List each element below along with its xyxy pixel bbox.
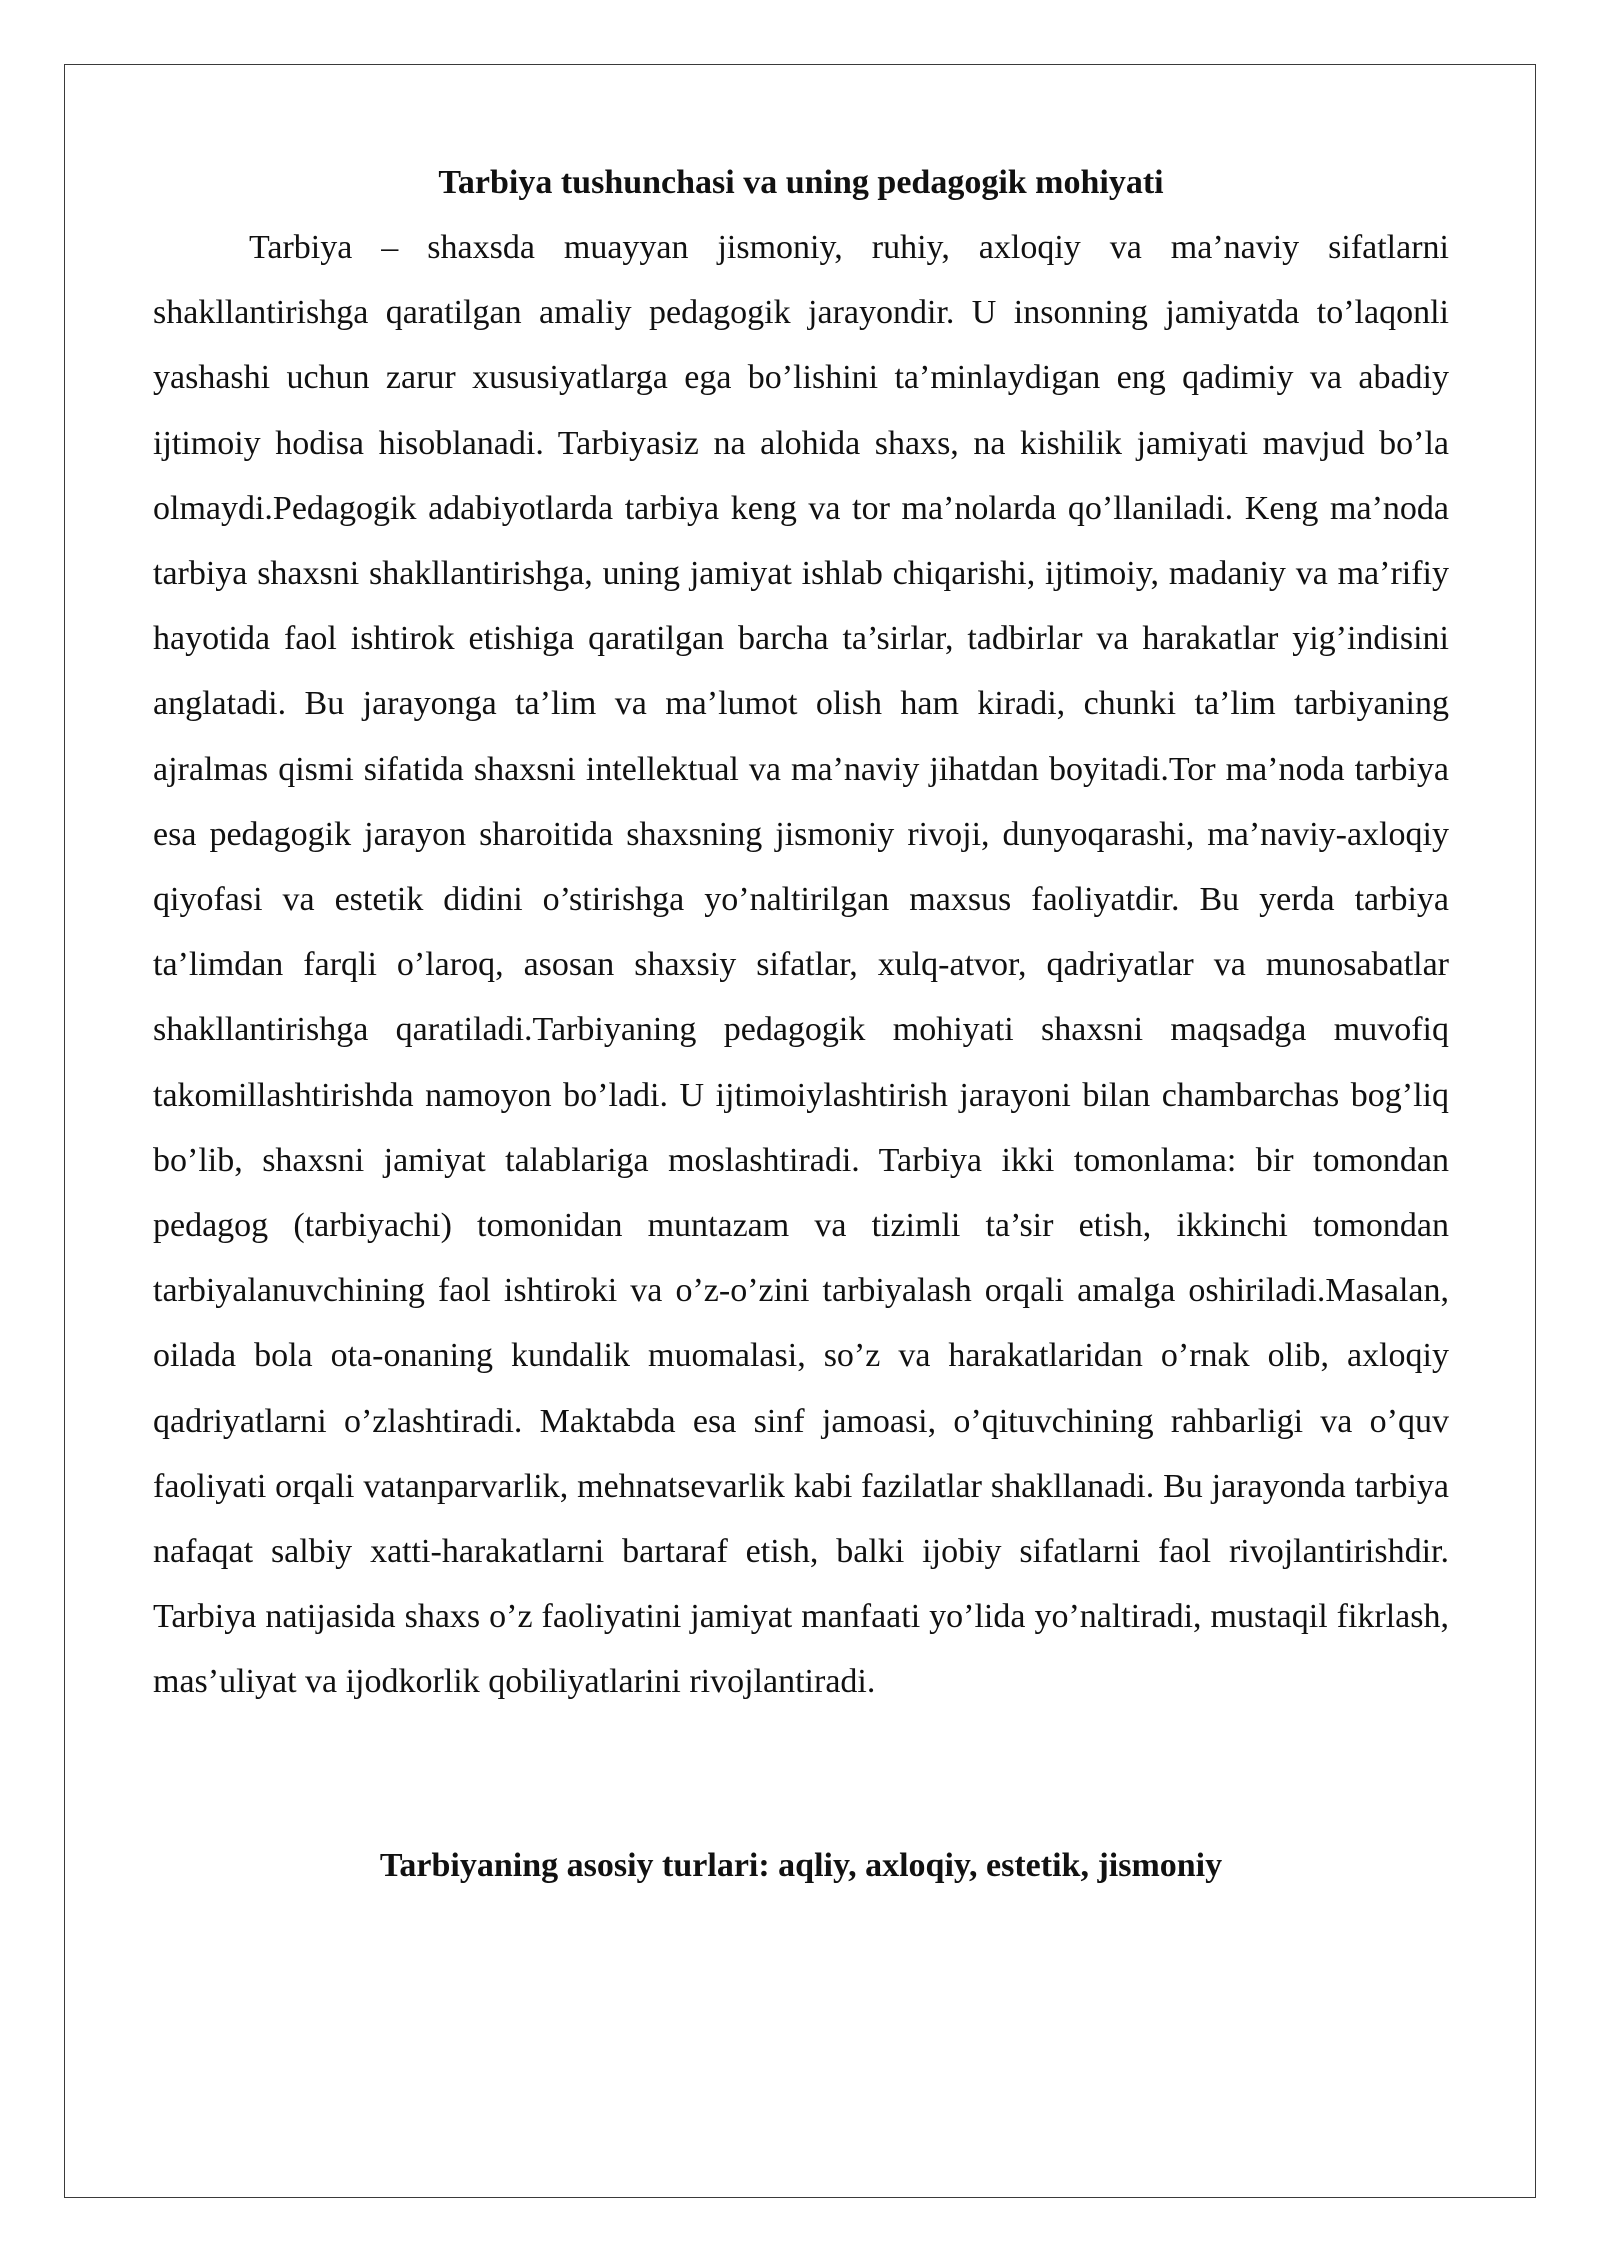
section-heading-1: Tarbiya tushunchasi va uning pedagogik mohiyati — [438, 164, 1164, 201]
document-content — [153, 150, 1449, 1898]
section-heading-2: Tarbiyaning asosiy turlari: aqliy, axloqiy, estetik, jismoniy — [379, 1846, 1223, 1884]
section-paragraph-1: Tarbiya – shaxsda muayyan jismoniy, ruhiy, axloqiy va ma’naviy sifatlarni shakllantirishga qaratilgan amaliy pedagogik jarayondir. U insonning jamiyatda to’laqonli yashashi uchun zarur xususiyatlarga ega bo’lishini ta’minlaydigan eng qadimiy va abadiy ijtimoiy hodisa hisoblanadi. Tarbiyasiz na alohida shaxs, na kishilik jamiyati mavjud bo’la olmaydi.Pedagogik adabiyotlarda tarbiya keng va tor ma’nolarda qo’llaniladi. Keng ma’noda tarbiya shaxsni shakllantirishga, uning jamiyat ishlab chiqarishi, ijtimoiy, madaniy va ma’rifiy hayotida faol ishtirok etishiga qaratilgan barcha ta’sirlar, tadbirlar va harakatlar yig’indisini anglatadi. Bu jarayonga ta’lim va ma’lumot olish ham kiradi, chunki ta’lim tarbiyaning ajralmas qismi sifatida shaxsni intellektual va ma’naviy jihatdan boyitadi.Tor ma’noda tarbiya esa pedagogik jarayon sharoitida shaxsning jismoniy rivoji, dunyoqarashi, ma’naviy-axloqiy qiyofasi va estetik didini o’stirishga yo’naltirilgan maxsus faoliyatdir. Bu yerda tarbiya ta’limdan farqli o’laroq, asosan shaxsiy sifatlar, xulq-atvor, qadriyatlar va munosabatlar shakllantirishga qaratiladi.Tarbiyaning pedagogik mohiyati shaxsni maqsadga muvofiq takomillashtirishda namoyon bo’ladi. U ijtimoiylashtirish jarayoni bilan chambarchas bog’liq bo’lib, shaxsni jamiyat talablariga moslashtiradi. Tarbiya ikki tomonlama: bir tomondan pedagog (tarbiyachi) tomonidan muntazam va tizimli ta’sir etish, ikkinchi tomondan tarbiyalanuvchining faol ishtiroki va o’z-o’zini tarbiyalash orqali amalga oshiriladi.Masalan, oilada bola ota-onaning kundalik muomalasi, so’z va harakatlaridan o’rnak olib, axloqiy qadriyatlarni o’zlashtiradi. Maktabda esa sinf jamoasi, o’qituvchining rahbarligi va o’quv faoliyati orqali vatanparvarlik, mehnatsevarlik kabi fazilatlar shakllanadi. Bu jarayonda tarbiya nafaqat salbiy xatti-harakatlarni bartaraf etish, balki ijobiy sifatlarni faol rivojlantirishdir. Tarbiya natijasida shaxs o’z faoliyatini jamiyat manfaati yo’lida yo’naltiradi, mustaqil fikrlash, mas’uliyat va ijodkorlik qobiliyatlarini rivojlantiradi. — [153, 229, 1449, 1701]
